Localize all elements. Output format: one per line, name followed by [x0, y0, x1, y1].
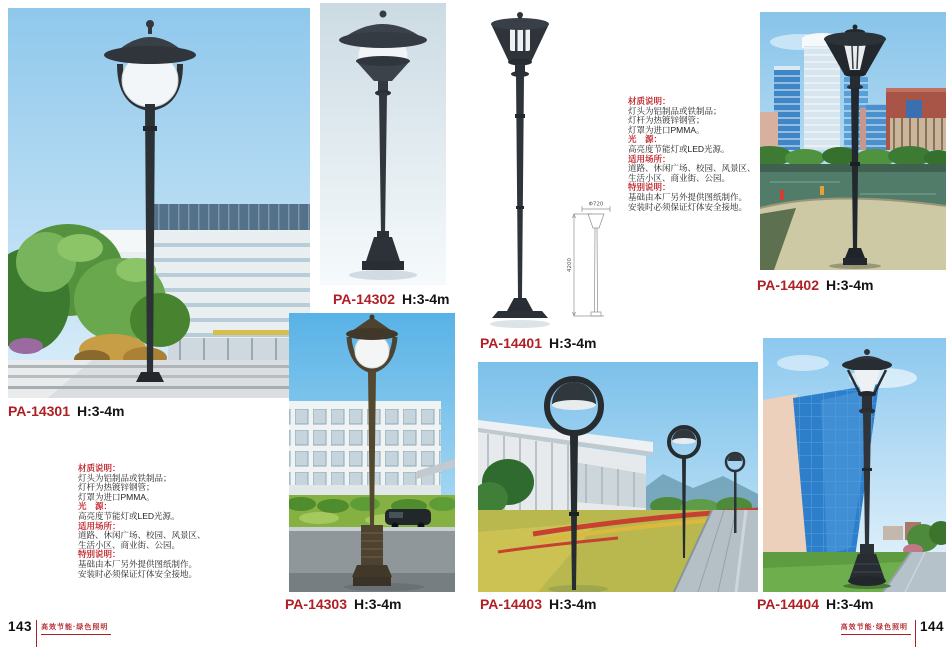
photo-pa-14403: [478, 362, 758, 592]
spec-line: 基础由本厂另外提供图纸制作。: [78, 558, 198, 569]
spec-line: 安装时必须保证灯体安全接地。: [78, 568, 198, 579]
product-image-pa-14302: [320, 3, 446, 285]
spec-heading-source: 光 源：: [628, 134, 663, 145]
photo-pa-14301: [8, 8, 310, 398]
spec-line: 灯杆为热镀锌钢管；: [78, 482, 155, 493]
spec-heading-usage: 适用场所：: [628, 153, 671, 164]
product-height: H:3-4m: [77, 403, 125, 419]
spec-line: 道路、休闲广场、校园、风景区、: [628, 163, 756, 174]
page-number-left: 143: [8, 619, 33, 634]
footer-slogan-right: 高效节能·绿色照明: [841, 621, 911, 635]
product-code: PA-14404: [757, 596, 820, 612]
spec-heading-material: 材质说明：: [78, 463, 121, 473]
product-code: PA-14303: [285, 596, 348, 612]
spec-block-left: [78, 464, 240, 579]
product-height: H:3-4m: [549, 335, 597, 351]
technical-drawing-pa-14401: [566, 198, 626, 330]
photo-pa-14402: [760, 12, 946, 270]
spec-heading-source: 光 源：: [78, 501, 113, 512]
spec-heading-usage: 适用场所：: [78, 520, 121, 531]
page-number-right: 144: [919, 619, 944, 634]
product-code: PA-14302: [333, 291, 396, 307]
product-label-pa14303: [285, 596, 401, 612]
dimension-height: 4200: [567, 258, 573, 272]
spec-line: 高亮度节能灯或LED光源。: [628, 143, 730, 154]
footer-divider: [915, 620, 916, 647]
product-label-pa14402: [757, 277, 873, 293]
product-label-pa14403: [480, 596, 596, 612]
product-height: H:3-4m: [826, 277, 874, 293]
product-code: PA-14301: [8, 403, 71, 419]
spec-line: 灯罩为进口PMMA。: [78, 491, 155, 502]
spec-line: 生活小区、商业街、公园。: [628, 172, 731, 183]
product-code: PA-14403: [480, 596, 543, 612]
product-image-pa-14401: [468, 6, 572, 332]
product-code: PA-14402: [757, 277, 820, 293]
dimension-diameter: Φ720: [588, 201, 604, 208]
product-height: H:3-4m: [549, 596, 597, 612]
spec-heading-special: 特别说明：: [78, 549, 121, 560]
spec-heading-special: 特别说明：: [628, 182, 671, 193]
product-height: H:3-4m: [354, 596, 402, 612]
spec-line: 灯头为铝制品或铁制品；: [78, 472, 172, 483]
footer-right: [841, 620, 944, 647]
footer-slogan-left: 高效节能·绿色照明: [41, 621, 111, 635]
product-code: PA-14401: [480, 335, 543, 351]
photo-pa-14303: [289, 313, 455, 592]
cloud: [777, 355, 829, 371]
spec-heading-material: 材质说明：: [628, 96, 671, 106]
product-height: H:3-4m: [402, 291, 450, 307]
spec-line: 生活小区、商业街、公园。: [78, 539, 181, 550]
spec-line: 灯头为铝制品或铁制品；: [628, 105, 722, 116]
spec-line: 道路、休闲广场、校园、风景区、: [78, 530, 206, 541]
product-label-pa14301: [8, 403, 124, 419]
product-label-pa14401: [480, 335, 596, 351]
footer-divider: [36, 620, 37, 647]
product-label-pa14404: [757, 596, 873, 612]
product-height: H:3-4m: [826, 596, 874, 612]
product-label-pa14302: [333, 291, 449, 307]
spec-line: 基础由本厂另外提供图纸制作。: [628, 191, 748, 202]
spec-line: 灯杆为热镀锌钢管；: [628, 115, 705, 126]
spec-line: 灯罩为进口PMMA。: [628, 124, 705, 135]
footer-left: [8, 620, 111, 647]
spec-line: 安装时必须保证灯体安全接地。: [628, 201, 748, 212]
spec-line: 高亮度节能灯或LED光源。: [78, 510, 180, 521]
photo-pa-14404: [763, 338, 946, 592]
